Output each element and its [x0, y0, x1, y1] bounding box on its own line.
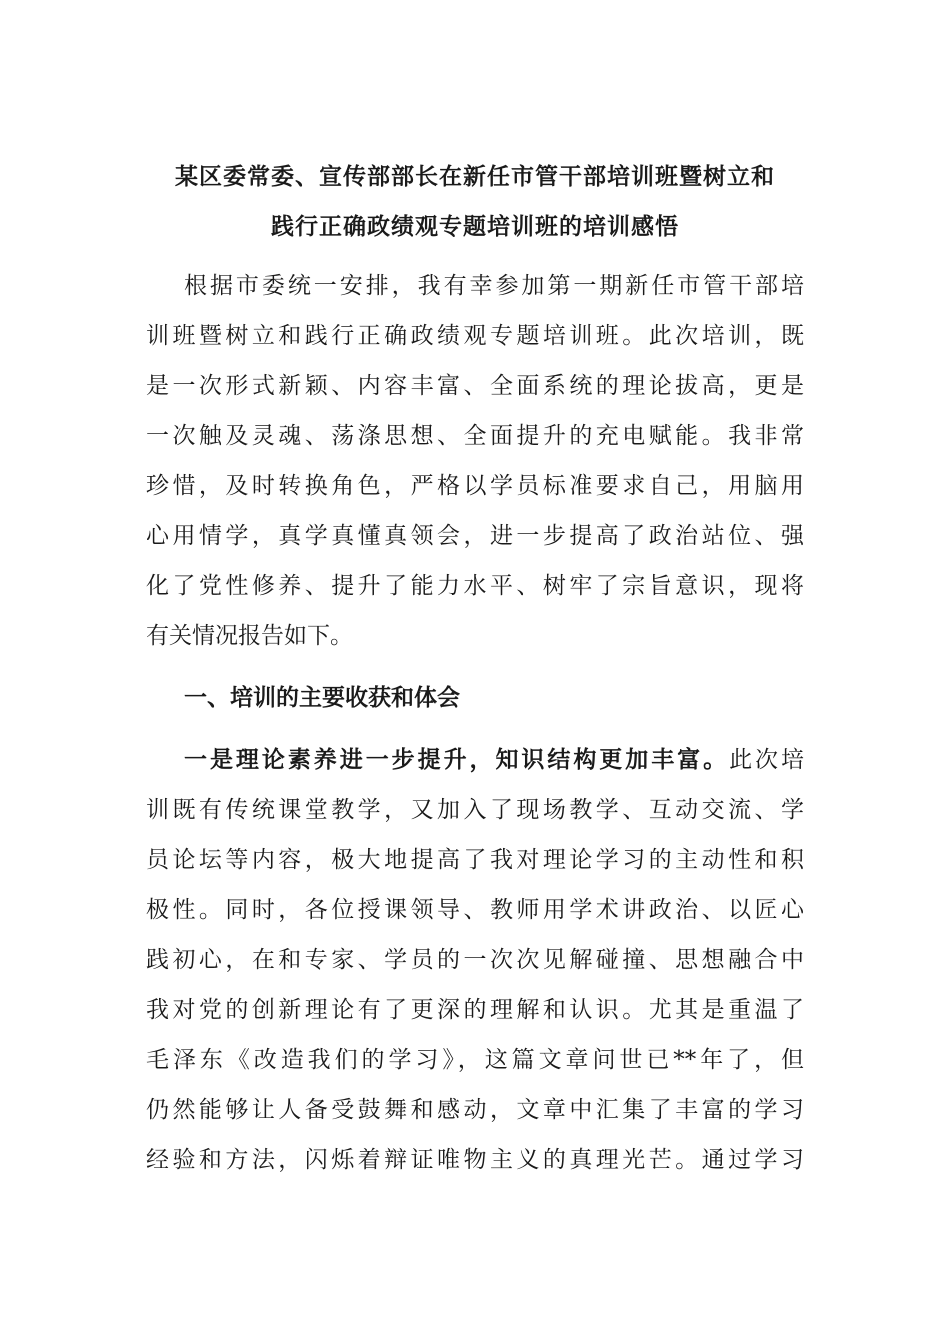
paragraph-2-line-4: 极性。同时，各位授课领导、教师用学术讲政治、以匠心: [146, 897, 804, 923]
paragraph-2-line-9: 经验和方法，闪烁着辩证唯物主义的真理光芒。通过学习: [146, 1147, 804, 1173]
paragraph-2-line-5: 践初心，在和专家、学员的一次次见解碰撞、思想融合中: [146, 947, 804, 973]
paragraph-1-line-7: 化了党性修养、提升了能力水平、树牢了宗旨意识，现将: [146, 573, 804, 599]
paragraph-1-line-6: 心用情学，真学真懂真领会，进一步提高了政治站位、强: [146, 523, 804, 549]
document-title-line-1: 某区委常委、宣传部部长在新任市管干部培训班暨树立和: [175, 163, 775, 190]
paragraph-2-line-6: 我对党的创新理论有了更深的理解和认识。尤其是重温了: [146, 997, 804, 1023]
paragraph-2-line-8: 仍然能够让人备受鼓舞和感动，文章中汇集了丰富的学习: [146, 1097, 804, 1123]
paragraph-2-line-1: [184, 745, 804, 775]
paragraph-1-line-2: 训班暨树立和践行正确政绩观专题培训班。此次培训，既: [146, 323, 804, 349]
section-1-heading: 一、培训的主要收获和体会: [184, 684, 460, 711]
paragraph-1-line-4: 一次触及灵魂、荡涤思想、全面提升的充电赋能。我非常: [146, 423, 804, 449]
paragraph-1-line-8: 有关情况报告如下。: [146, 623, 353, 649]
paragraph-1-line-1: 根据市委统一安排，我有幸参加第一期新任市管干部培: [184, 273, 804, 299]
paragraph-1-line-3: 是一次形式新颖、内容丰富、全面系统的理论拔高，更是: [146, 373, 804, 399]
paragraph-2-line-2: 训既有传统课堂教学，又加入了现场教学、互动交流、学: [146, 797, 804, 823]
document-title-line-2: 践行正确政绩观专题培训班的培训感悟: [271, 213, 679, 240]
paragraph-2-line-7: 毛泽东《改造我们的学习》，这篇文章问世已**年了，但: [146, 1047, 804, 1073]
paragraph-2-line-3: 员论坛等内容，极大地提高了我对理论学习的主动性和积: [146, 847, 804, 873]
paragraph-2-lead-bold: 一是理论素养进一步提升，知识结构更加丰富。: [184, 746, 730, 773]
paragraph-1-line-5: 珍惜，及时转换角色，严格以学员标准要求自己，用脑用: [146, 473, 804, 499]
paragraph-2-lead-rest: 此次培: [729, 747, 805, 773]
